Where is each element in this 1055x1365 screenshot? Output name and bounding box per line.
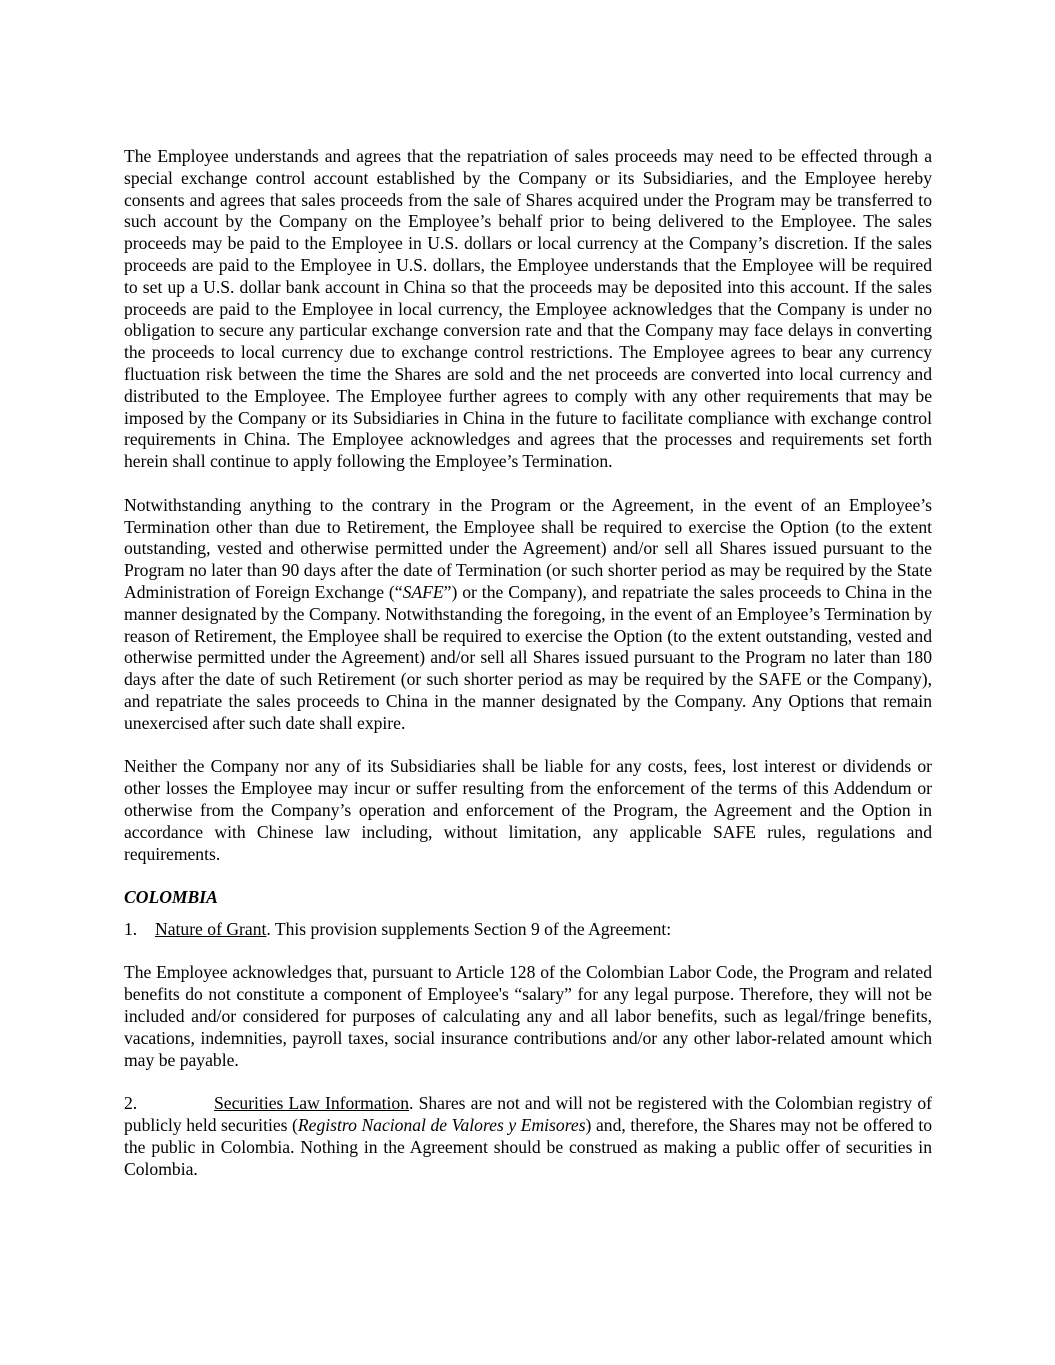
- item-title: Securities Law Information: [214, 1093, 410, 1114]
- paragraph-termination: [124, 495, 932, 735]
- paragraph-repatriation: The Employee understands and agrees that the repatriation of sales proceeds may need to be effected through a special exchange control account established by the Company or its Subsidiaries, and the Employee hereby consents and agrees that sales proceeds from the sale of Shares acquired under the Program may be transferred to such account by the Company on the Employee’s behalf prior to being delivered to the Employee. The sales proceeds may be paid to the Employee in U.S. dollars or local currency at the Company’s discretion. If the sales proceeds are paid to the Employee in U.S. dollars, the Employee understands that the Employee will be required to set up a U.S. dollar bank account in China so that the proceeds may be deposited into this account. If the sales proceeds are paid to the Employee in local currency, the Employee acknowledges that the Company is under no obligation to secure any particular exchange conversion rate and that the Company may face delays in converting the proceeds to local currency due to exchange control restrictions. The Employee agrees to bear any currency fluctuation risk between the time the Shares are sold and the net proceeds are converted into local currency and distributed to the Employee. The Employee further agrees to comply with any other requirements that may be imposed by the Company or its Subsidiaries in China in the future to facilitate compliance with exchange control requirements in China. The Employee acknowledges and agrees that the processes and requirements set forth herein shall continue to apply following the Employee’s Termination.: [124, 146, 932, 472]
- safe-term: SAFE: [402, 581, 444, 602]
- item-title: Nature of Grant: [155, 918, 267, 939]
- item-text-a: . Shares are not and will not be registered with the Colombian registry of publicly held securities (: [124, 1093, 932, 1136]
- item-nature-of-grant: [124, 919, 932, 941]
- paragraph-labor-code: The Employee acknowledges that, pursuant to Article 128 of the Colombian Labor Code, the Program and related benefits do not constitute a component of Employee's “salary” for any legal purpose. Therefore, they will not be included and/or considered for purposes of calculating any and all labor benefits, such as legal/fringe benefits, vacations, indemnities, payroll taxes, social insurance contributions and/or any other labor-related amount which may be payable.: [124, 962, 932, 1070]
- item-number: 2.: [124, 1093, 138, 1114]
- item-number: 1.: [124, 918, 138, 939]
- registry-name: Registro Nacional de Valores y Emisores: [297, 1115, 586, 1136]
- paragraph-termination-text-b: ”) or the Company), and repatriate the sales proceeds to China in the manner designated by the Company. Notwithstanding the foregoing, in the event of an Employee’s Termination by reason of Retirement, the Employee shall be required to exercise the Option (to the extent outstanding, vested and otherwise permitted under the Agreement) and/or sell all Shares issued pursuant to the Program no later than 180 days after the date of such Retirement (or such shorter period as may be required by the SAFE or the Company), and repatriate the sales proceeds to China in the manner designated by the Company. Any Options that remain unexercised after such date shall expire.: [124, 581, 933, 733]
- paragraph-termination-text-a: Notwithstanding anything to the contrary in the Program or the Agreement, in the event of an Employee’s Termination other than due to Retirement, the Employee shall be required to exercise the Option (to the extent outstanding, vested and otherwise permitted under the Agreement) and/or sell all Shares issued pursuant to the Program no later than 90 days after the date of Termination (or such shorter period as may be required by the State Administration of Foreign Exchange (“: [124, 494, 932, 602]
- document-page: [124, 146, 932, 1180]
- item-text-b: ) and, therefore, the Shares may not be offered to the public in Colombia. Nothing in the Agreement should be construed as making a public offer of securities in Colombia.: [124, 1115, 933, 1179]
- section-heading-colombia: COLOMBIA: [124, 887, 218, 908]
- item-text: . This provision supplements Section 9 of the Agreement:: [266, 918, 672, 939]
- paragraph-liability: Neither the Company nor any of its Subsidiaries shall be liable for any costs, fees, lost interest or dividends or other losses the Employee may incur or suffer resulting from the enforcement of the terms of this Addendum or otherwise from the Company’s operation and enforcement of the Program, the Agreement and the Option in accordance with Chinese law including, without limitation, any applicable SAFE rules, regulations and requirements.: [124, 756, 932, 864]
- item-securities-law: [124, 1093, 932, 1180]
